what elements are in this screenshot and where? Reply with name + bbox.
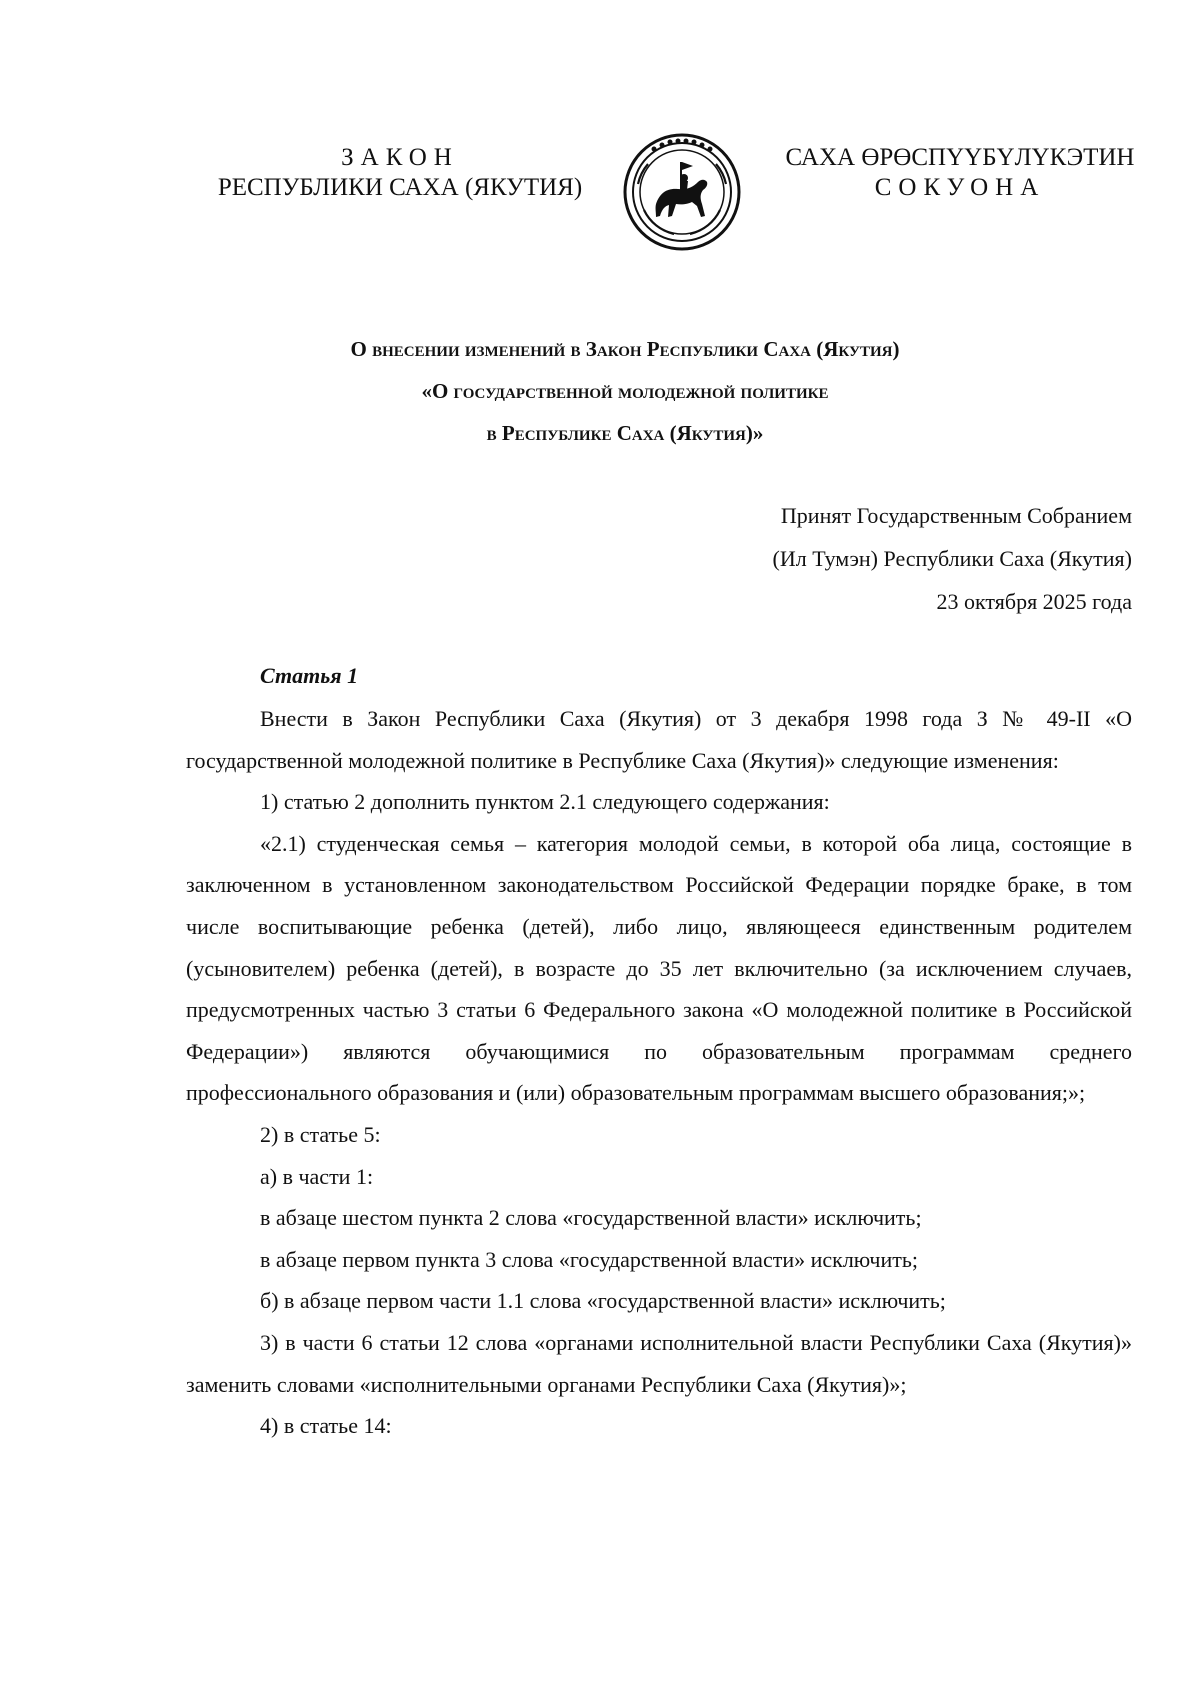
article-paragraph: а) в части 1: [260,1163,374,1189]
adoption-date: 23 октября 2025 года [936,589,1132,614]
article-paragraph: в абзаце шестом пункта 2 слова «государственной власти» исключить; [260,1205,922,1231]
article-paragraph: 3) в части 6 статьи 12 слова «органами исполнительной власти Республики Саха (Якутия)» заменить словами «исполнительными органами Республики Саха (Якутия)»; [186,1329,1132,1397]
article-heading: Статья 1 [260,663,359,688]
article-paragraph: 4) в статье 14: [260,1413,392,1439]
adoption-block [773,494,1132,623]
article-paragraph: б) в абзаце первом части 1.1 слова «государственной власти» исключить; [260,1288,946,1314]
article-paragraph: 2) в статье 5: [260,1121,381,1147]
coat-of-arms-icon [622,132,742,252]
header-right-line1: САХА ӨРӨСПҮҮБҮЛҮКЭТИН [785,144,1135,171]
article-paragraph: «2.1) студенческая семья – категория молодой семьи, в которой оба лица, состоящие в заключенном в установленном законодательством Российской Федерации порядке браке, в том числе воспитывающие ребенка (детей), либо лицо, являющееся единственным родителем (усыновителем) ребенка (детей), в возрасте до 35 лет включительно (за исключением случаев, предусмотренных частью 3 статьи 6 Федерального закона «О молодежной политике в Российской Федерации») являются обучающимися по образовательным программам среднего профессионального образования и (или) образовательным программам высшего образования;»; [186,830,1132,1106]
document-title [150,328,1100,454]
article-paragraph: Внести в Закон Республики Саха (Якутия) от 3 декабря 1998 года З № 49-II «О государственной молодежной политике в Республике Саха (Якутия)» следующие изменения: [186,706,1132,773]
header-right [770,143,1150,203]
header-right-line2: СОКУОНА [874,174,1046,201]
title-line3: в Республике Саха (Якутия)» [486,421,764,445]
article-body [186,698,1132,1447]
adoption-line1: Принят Государственным Собранием [780,503,1132,528]
header-left-line2: РЕСПУБЛИКИ САХА (ЯКУТИЯ) [217,174,583,201]
article-paragraph: 1) статью 2 дополнить пунктом 2.1 следующего содержания: [260,789,830,815]
adoption-line2: (Ил Тумэн) Республики Саха (Якутия) [772,546,1132,571]
header-left-line1: ЗАКОН [341,144,459,171]
title-line1: О внесении изменений в Закон Республики Саха (Якутия) [350,337,900,361]
title-line2: «О государственной молодежной политике [421,379,829,403]
article-paragraph: в абзаце первом пункта 3 слова «государственной власти» исключить; [260,1246,919,1272]
header-left [200,143,600,203]
